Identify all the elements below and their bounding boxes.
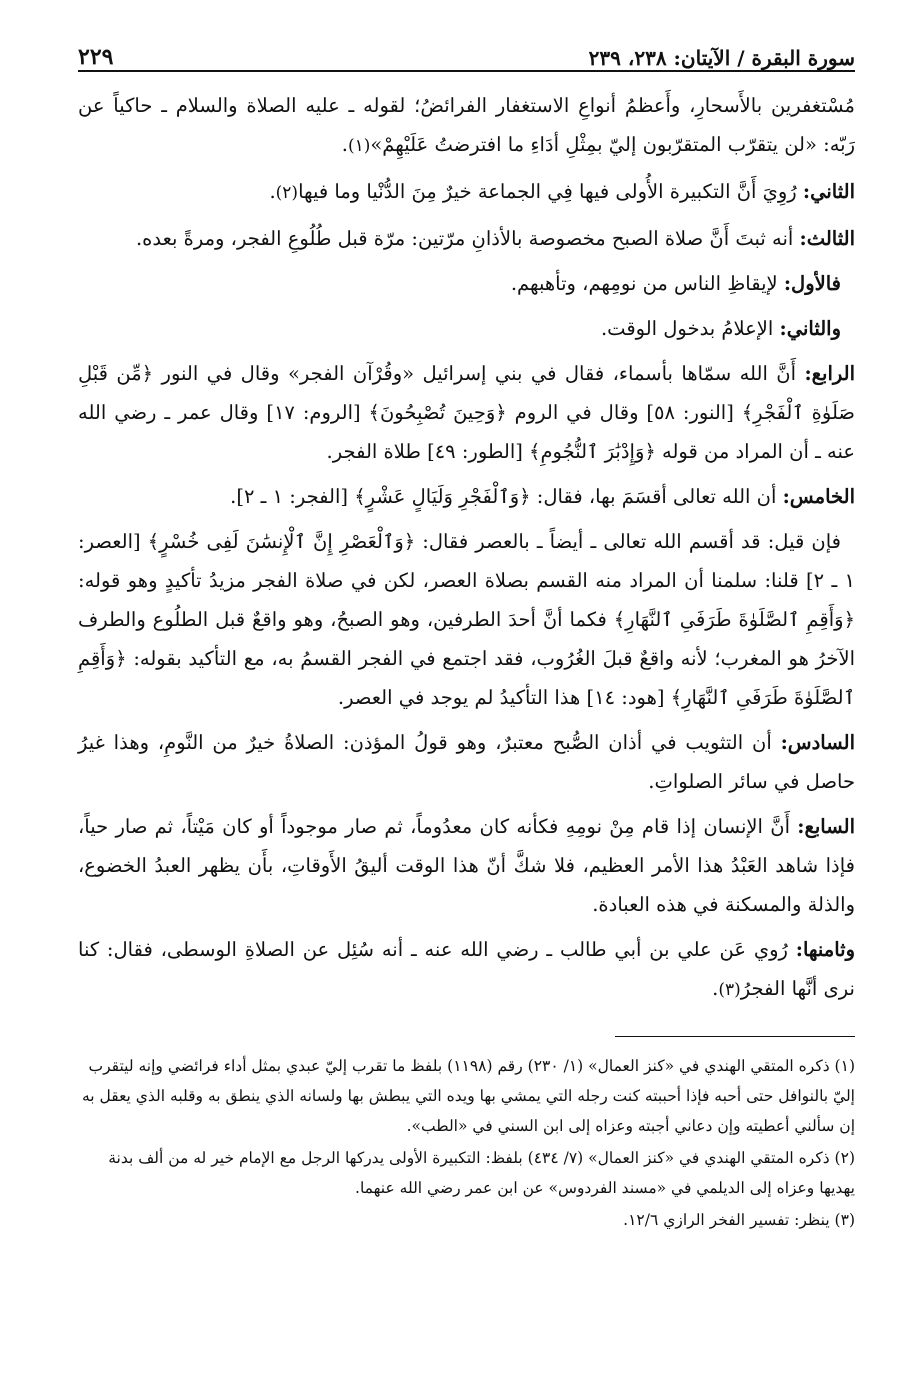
paragraph-text: لإيقاظِ الناس من نومِهم، وتأهبهم. [510,272,784,295]
paragraph-tail: . [712,977,719,1000]
paragraph [78,172,855,213]
footnote-marker[interactable]: (٣) [718,980,741,1000]
paragraph-heading: فالأول: [783,272,841,295]
paragraph-heading: الرابع: [804,362,855,385]
running-title: سورة البقرة / الآيتان: ٢٣٨، ٢٣٩ [588,46,855,70]
paragraph-text: رُوِيَ أَنَّ التكبيرة الأُولى فيها فِي الجماعة خيرٌ مِنَ الدُّنْيا وما فيها [298,180,803,203]
footnote: (٣) ينظر: تفسير الفخر الرازي ١٢/٦. [623,1211,855,1229]
paragraph-heading: الثاني: [802,180,855,203]
paragraph-heading: الثالث: [799,227,855,250]
paragraph-text: أنه ثبتَ أَنَّ صلاة الصبح مخصوصة بالأذانِ مرّتين: مرّة قبل طُلُوعِ الفجر، ومرةً بعده. [135,227,800,250]
paragraph [78,86,855,166]
paragraph-text: رُوي عَن علي بن أبي طالب ـ رضي الله عنه ـ أنه سُئِل عن الصلاةِ الوسطى، فقال: كنا نرى أنَّها الفجرُ [78,938,855,1000]
paragraph-heading: والثاني: [779,317,841,340]
paragraph-text: أَنَّ الله سمّاها بأسماء، فقال في بني إسرائيل «وقُرْآن الفجر» وقال في النور ﴿مِّن قَبْلِ صَلَوٰةِ ٱلْفَجْرِ﴾ [النور: ٥٨] وقال في الروم ﴿وَحِينَ تُصْبِحُونَ﴾ [الروم: ١٧] وقال عمر ـ رضي الله عنه ـ أن المراد من قوله ﴿وَإِدْبَٰرَ ٱلنُّجُومِ﴾ [الطور: ٤٩] طلاة الفجر. [78,362,855,463]
paragraph-text: الإعلامُ بدخول الوقت. [600,317,780,340]
paragraph-heading: الخامس: [782,485,855,508]
paragraph [78,930,855,1010]
paragraph-heading: السادس: [780,731,855,754]
paragraph [78,522,855,717]
paragraph-text: أن التثويب في أذان الصُّبح معتبرٌ، وهو قولُ المؤذن: الصلاةُ خيرٌ من النَّومِ، وهذا غيرُ حاصل في سائر الصلواتِ. [78,731,855,793]
paragraph [78,354,855,471]
paragraph-text: مُسْتغفرين بالأَسحارِ، وأَعظمُ أنواعِ الاستغفار الفرائضُ؛ لقوله ـ عليه الصلاة والسلام ـ حاكياً عن رَبّه: «لن يتقرّب المتقرّبون إليّ بمِثْلِ أدَاءِ ما افترضتُ عَلَيْهِمْ» [78,94,855,156]
paragraph-text: أن الله تعالى أقسَمَ بها، فقال: ﴿وَٱلْفَجْرِ وَلَيَالٍ عَشْرٍ﴾ [الفجر: ١ ـ ٢]. [230,485,783,508]
footnote: (١) ذكره المتقي الهندي في «كنز العمال» (١/ ٢٣٠) رقم (١١٩٨) بلفظ ما تقرب إليّ عبدي بمثل أداء فرائضي وإنه ليتقرب إليّ بالنوافل حتى أحبه فإذا أحببته كنت رجله التي يمشي بها ويده التي يبطش بها ولسانه الذي ينطق به وقلبه الذي يعقل به إن سألني أعطيته وإن دعاني أجبته وعزاه إلى ابن السني في «الطب». [81,1057,855,1135]
paragraph-tail: . [341,133,348,156]
paragraph-tail: . [269,180,276,203]
footnote: (٢) ذكره المتقي الهندي في «كنز العمال» (٧/ ٤٣٤) بلفظ: التكبيرة الأولى يدركها الرجل مع الإمام خير له من ألف بدنة يهديها وعزاه إلى الديلمي في «مسند الفردوس» عن ابن عمر رضي الله عنهما. [108,1149,855,1197]
paragraph [78,477,855,516]
paragraph [78,219,855,258]
paragraph [78,309,855,348]
footnote-separator [615,1036,855,1037]
footnote-marker[interactable]: (٢) [275,183,299,203]
footnotes [78,1051,855,1235]
paragraph [78,807,855,924]
page-header [78,36,855,72]
paragraph-text: أَنَّ الإنسان إذا قام مِنْ نومِهِ فكأنه كان معدُوماً، ثم صار موجوداً أو كان مَيْتاً، ثم صار حياً، فإذا شاهد العَبْدُ هذا الأمر العظيم، فلا شكَّ أنّ هذا الوقت أليقُ الأَوقاتِ، بأَن يظهر العبدُ الخضوع، والذلة والمسكنة في هذه العبادة. [78,815,855,916]
paragraph-text: فإن قيل: قد أقسم الله تعالى ـ أيضاً ـ بالعصر فقال: ﴿وَٱلْعَصْرِ إِنَّ ٱلْإِنسَٰنَ لَفِى خُسْرٍ﴾ [العصر: ١ ـ ٢] قلنا: سلمنا أن المراد منه القسم بصلاة العصر، لكن في صلاة الفجر مزيدُ تأكيدٍ وهو قوله: ﴿وَأَقِمِ ٱلصَّلَوٰةَ طَرَفَىِ ٱلنَّهَارِ﴾ فكما أنَّ أحدَ الطرفين، وهو الصبحُ، وهو واقعٌ قبل الطلُوع والطرف الآخرُ هو المغرب؛ لأنه واقعٌ قبلَ الغُرُوب، فقد اجتمع في الفجر القسمُ به، مع التأكيد بقوله: ﴿وَأَقِمِ ٱلصَّلَوٰةَ طَرَفَىِ ٱلنَّهَارِ﴾ [هود: ١٤] هذا التأكيدُ لم يوجد في العصر. [78,530,855,709]
paragraph-heading: وثامنها: [795,938,855,961]
main-text [78,86,855,1010]
paragraph [78,264,855,303]
paragraph [78,723,855,801]
page-number: ٢٢٩ [78,44,114,70]
footnote-marker[interactable]: (١) [347,136,371,156]
paragraph-heading: السابع: [797,815,855,838]
